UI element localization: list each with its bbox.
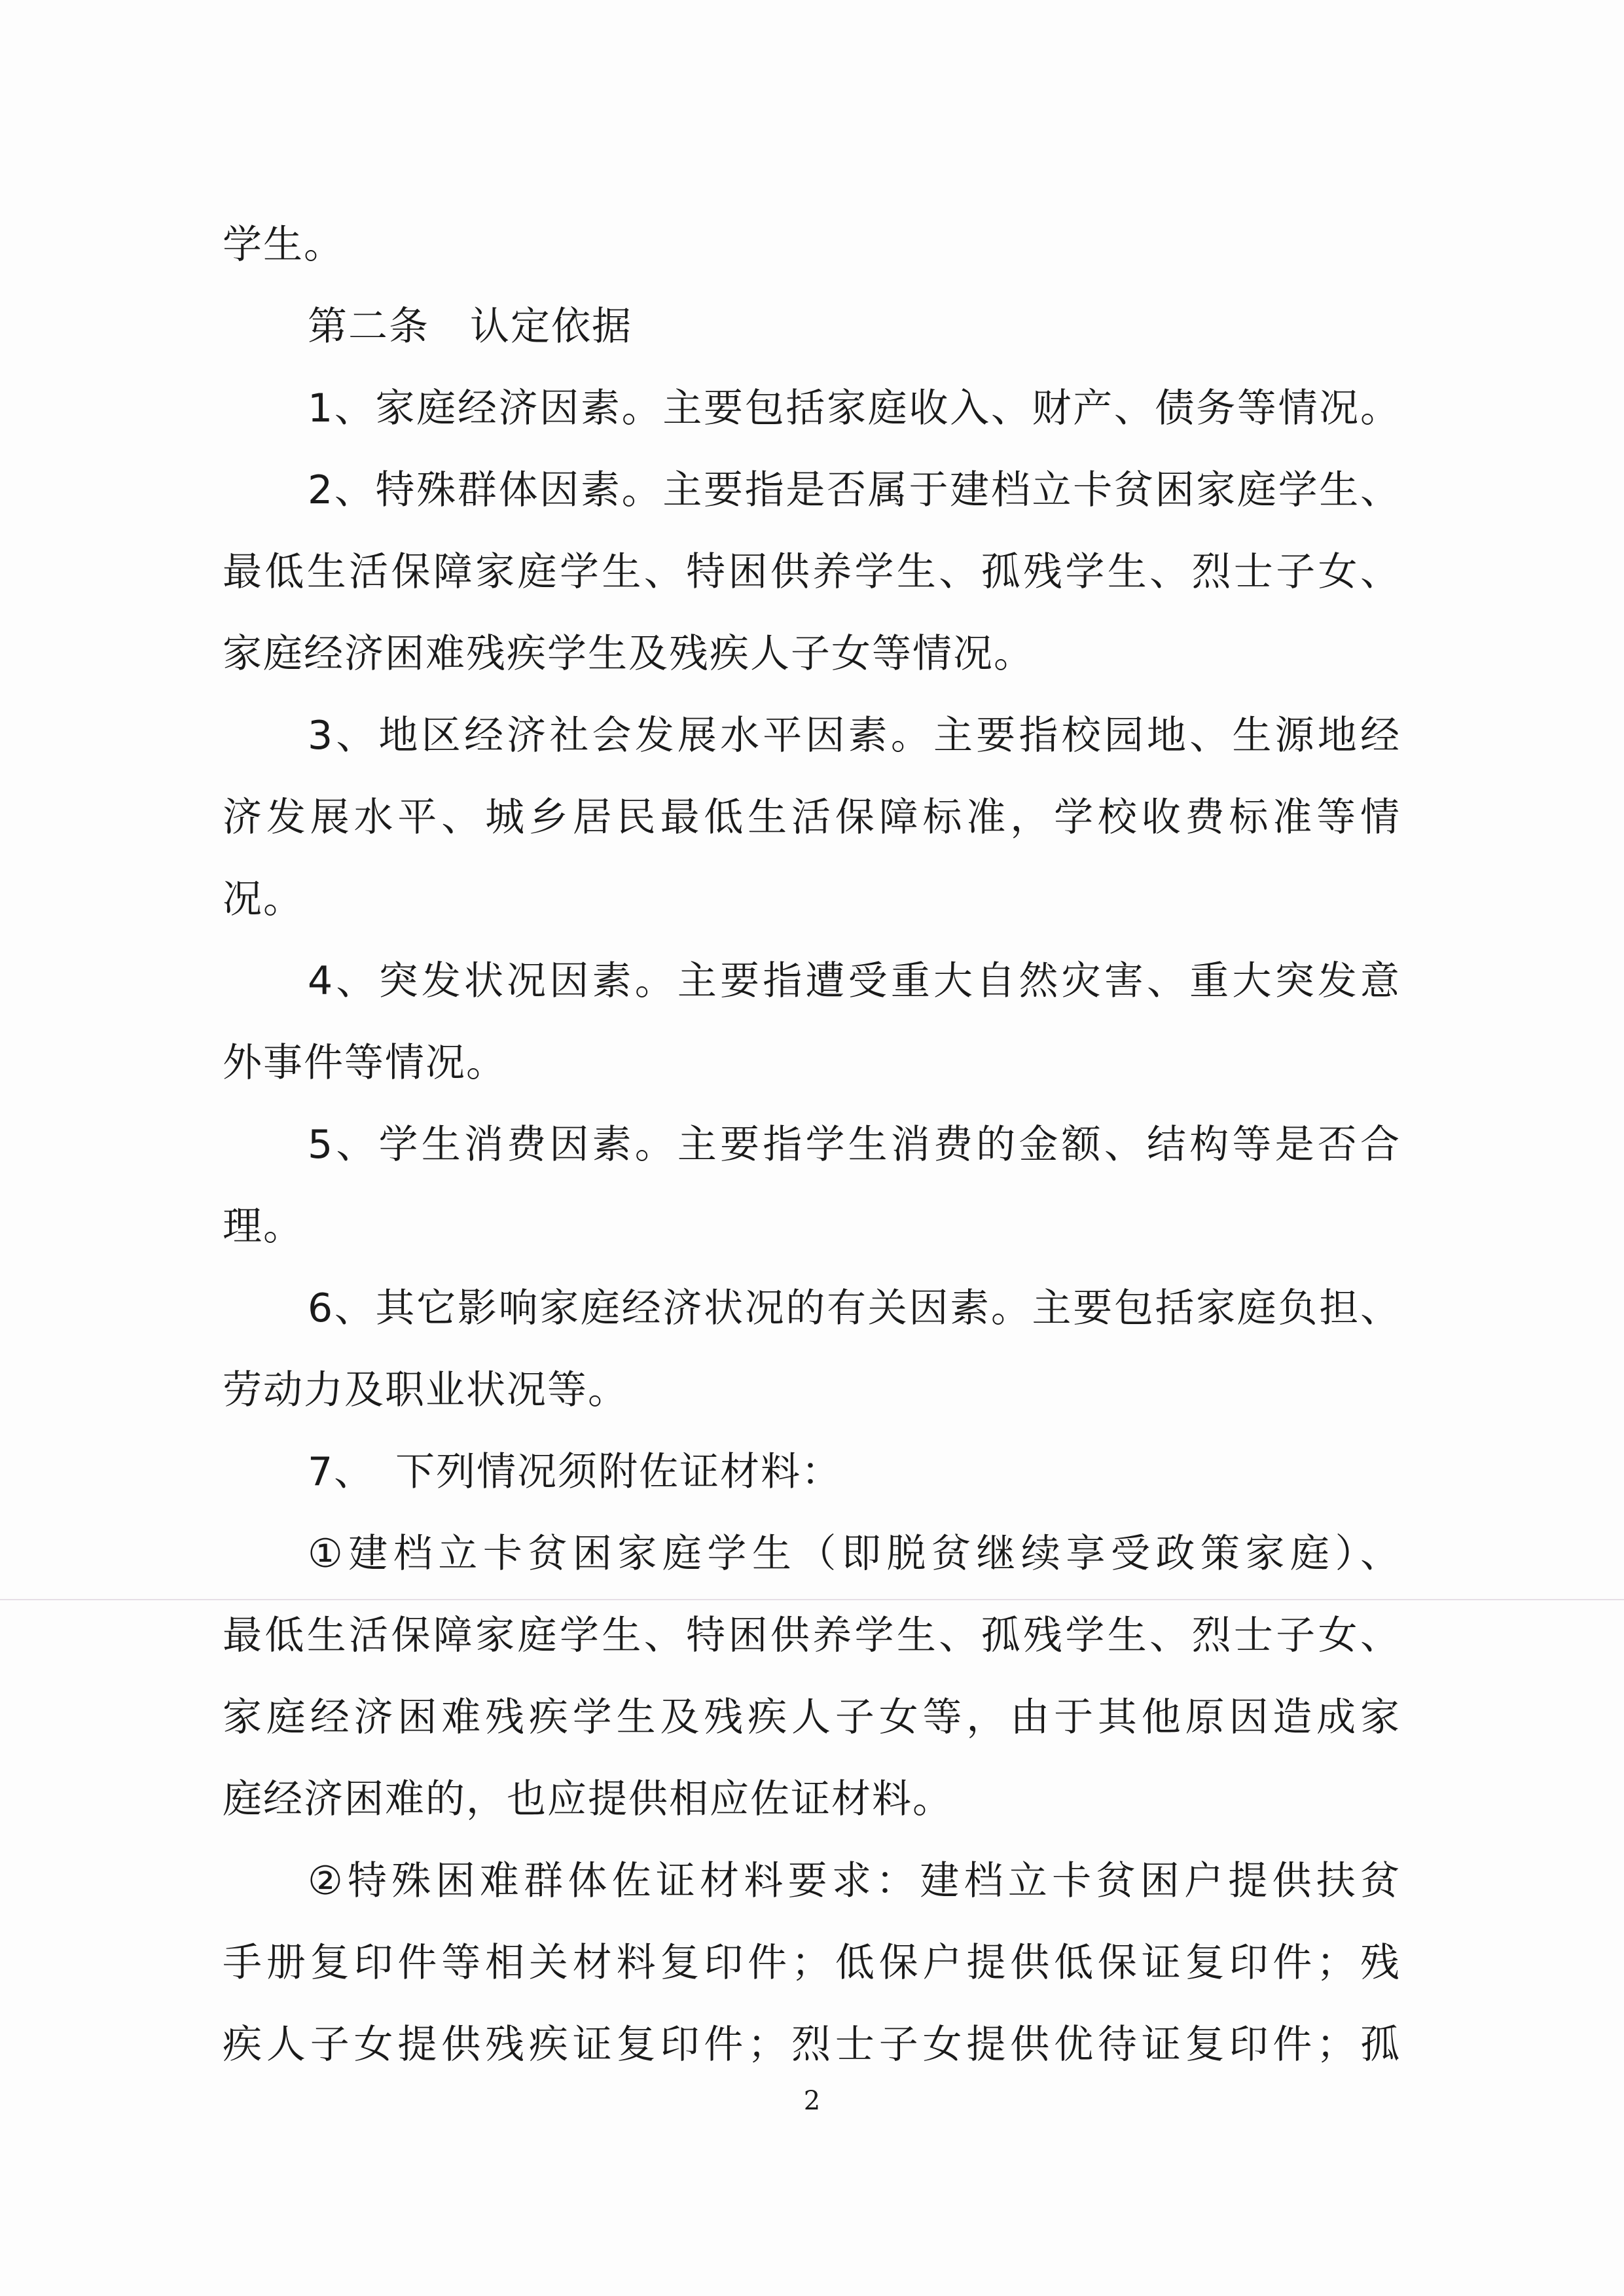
text-line: 济发展水平、城乡居民最低生活保障标准，学校收费标准等情 [223,795,1401,840]
text-line: 手册复印件等相关材料复印件；低保户提供低保证复印件；残 [223,1940,1401,1986]
page-number: 2 [803,2086,821,2116]
text-line: 家庭经济困难残疾学生及残疾人子女等情况。 [223,631,1034,677]
text-line: ①建档立卡贫困家庭学生（即脱贫继续享受政策家庭）、 [308,1531,1401,1577]
text-line: 最低生活保障家庭学生、特困供养学生、孤残学生、烈士子女、 [223,1613,1401,1659]
text-line: 3、地区经济社会发展水平因素。主要指校园地、生源地经 [308,713,1401,759]
text-line: ②特殊困难群体佐证材料要求：建档立卡贫困户提供扶贫 [308,1858,1401,1904]
text-line: 况。 [223,876,304,922]
text-line: 劳动力及职业状况等。 [223,1367,628,1413]
text-line: 外事件等情况。 [223,1040,507,1086]
text-line: 4、突发状况因素。主要指遭受重大自然灾害、重大突发意 [308,958,1401,1004]
text-line: 最低生活保障家庭学生、特困供养学生、孤残学生、烈士子女、 [223,549,1401,595]
text-line: 1、家庭经济因素。主要包括家庭收入、财产、债务等情况。 [308,386,1401,431]
text-line: 疾人子女提供残疾证复印件；烈士子女提供优待证复印件；孤 [223,2022,1401,2068]
text-line: 2、特殊群体因素。主要指是否属于建档立卡贫困家庭学生、 [308,467,1401,513]
text-line: 5、学生消费因素。主要指学生消费的金额、结构等是否合 [308,1122,1401,1168]
text-line: 理。 [223,1204,304,1249]
text-line: 7、 下列情况须附佐证材料： [308,1449,842,1495]
text-line: 6、其它影响家庭经济状况的有关因素。主要包括家庭负担、 [308,1285,1401,1331]
text-line: 庭经济困难的，也应提供相应佐证材料。 [223,1776,953,1822]
text-line: 家庭经济困难残疾学生及残疾人子女等，由于其他原因造成家 [223,1695,1401,1740]
text-line: 学生。 [223,222,344,268]
document-body [223,204,1401,2086]
text-line: 第二条 认定依据 [308,304,632,350]
